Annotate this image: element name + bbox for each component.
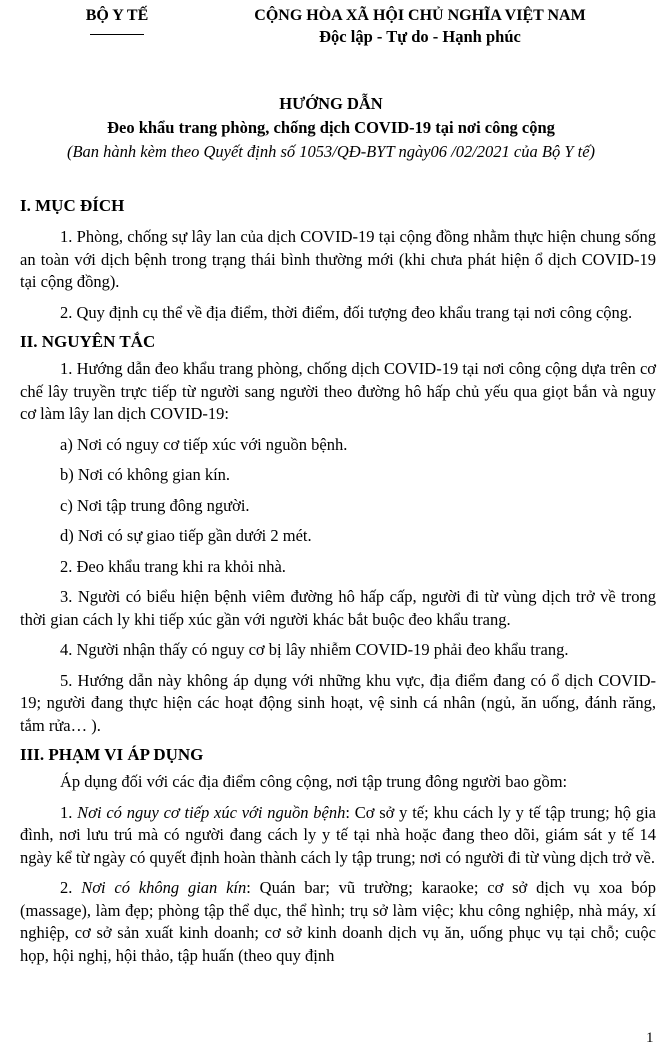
scope-item: [20, 802, 656, 870]
paragraph: 2. Quy định cụ thể về địa điểm, thời điểm, đối tượng đeo khẩu trang tại nơi công cộng.: [60, 302, 633, 322]
list-item: d) Nơi có sự giao tiếp gần dưới 2 mét.: [60, 526, 312, 545]
ministry-name: BỘ Y TẾ: [85, 7, 149, 24]
document-title-block: [20, 92, 642, 164]
scope-item-number: 1.: [60, 802, 78, 822]
document-body: [20, 188, 656, 967]
paragraph: 1. Phòng, chống sự lây lan của dịch COVID-19 tại cộng đồng nhằm thực hiện chung sống an toàn với dịch bệnh trong trạng thái bình thường mới (khi chưa phát hiện ổ dịch COVID-19 tại cộng đồng).: [20, 227, 656, 291]
paragraph: Áp dụng đối với các địa điểm công cộng, nơi tập trung đông người bao gồm:: [60, 772, 568, 791]
section-heading-principles: II. NGUYÊN TẮC: [20, 332, 156, 351]
page-number: 1: [646, 1030, 654, 1046]
scope-item-term: Nơi có không gian kín: [81, 878, 247, 897]
paragraph: 5. Hướng dẫn này không áp dụng với những khu vực, địa điểm đang có ổ dịch COVID-19; người đang thực hiện các hoạt động sinh hoạt, vệ sinh cá nhân (ngủ, ăn uống, đánh răng, tắm rửa… ).: [20, 670, 656, 735]
paragraph: 1. Hướng dẫn đeo khẩu trang phòng, chống dịch COVID-19 tại nơi công cộng dựa trên cơ chế lây truyền trực tiếp từ người sang người theo đường hô hấp chủ yếu qua giọt bắn và nguy cơ làm lây lan dịch COVID-19:: [20, 359, 656, 423]
list-item: c) Nơi tập trung đông người.: [60, 495, 250, 515]
scope-item-text: : Quán bar; vũ trường; karaoke; cơ sở dịch vụ xoa bóp (massage), làm đẹp; phòng tập thể dục, thể hình; trụ sở làm việc; khu công nghiệp, nhà máy, xí nghiệp, cơ sở sản xuất kinh doanh; cơ sở kinh doanh dịch vụ ăn, uống phục vụ tại chỗ; cuộc họp, hội nghị, hội thảo, tập huấn (theo quy định: [20, 878, 656, 965]
list-item: a) Nơi có nguy cơ tiếp xúc với nguồn bệnh.: [60, 434, 348, 454]
ministry-underline: [90, 34, 144, 35]
issuance-note: (Ban hành kèm theo Quyết định số 1053/QĐ-BYT ngày06 /02/2021 của Bộ Y tế): [66, 142, 596, 161]
paragraph: 2. Đeo khẩu trang khi ra khỏi nhà.: [60, 556, 286, 576]
scope-item: [20, 877, 656, 967]
national-motto: Độc lập - Tự do - Hạnh phúc: [319, 27, 521, 46]
paragraph: 4. Người nhận thấy có nguy cơ bị lây nhiễm COVID-19 phải đeo khẩu trang.: [60, 640, 569, 659]
document-subtitle: Đeo khẩu trang phòng, chống dịch COVID-19 tại nơi công cộng: [107, 118, 555, 137]
scope-item-number: 2.: [60, 878, 82, 897]
republic-name: CỘNG HÒA XÃ HỘI CHỦ NGHĨA VIỆT NAM: [254, 7, 586, 24]
document-title: HƯỚNG DẪN: [279, 94, 383, 113]
section-heading-scope: III. PHẠM VI ÁP DỤNG: [20, 745, 204, 764]
paragraph: 3. Người có biểu hiện bệnh viêm đường hô hấp cấp, người đi từ vùng dịch trở về trong thời gian cách ly khi tiếp xúc gần với người khác bắt buộc đeo khẩu trang.: [20, 587, 656, 629]
scope-item-term: Nơi có nguy cơ tiếp xúc với nguồn bệnh: [77, 802, 346, 822]
issuer-block: [62, 6, 172, 35]
section-heading-purpose: I. MỤC ĐÍCH: [20, 196, 125, 215]
scope-item-text: : Cơ sở y tế; khu cách ly y tế tập trung; hộ gia đình, nơi lưu trú mà có người đang cách ly y tế tại nhà hoặc đang theo dõi, giám sát y tế 14 ngày kể từ ngày có quyết định hoàn thành cách ly tập trung; nơi có người đi từ vùng dịch trở về.: [20, 802, 656, 867]
list-item: b) Nơi có không gian kín.: [60, 465, 231, 484]
national-header: [200, 6, 640, 48]
